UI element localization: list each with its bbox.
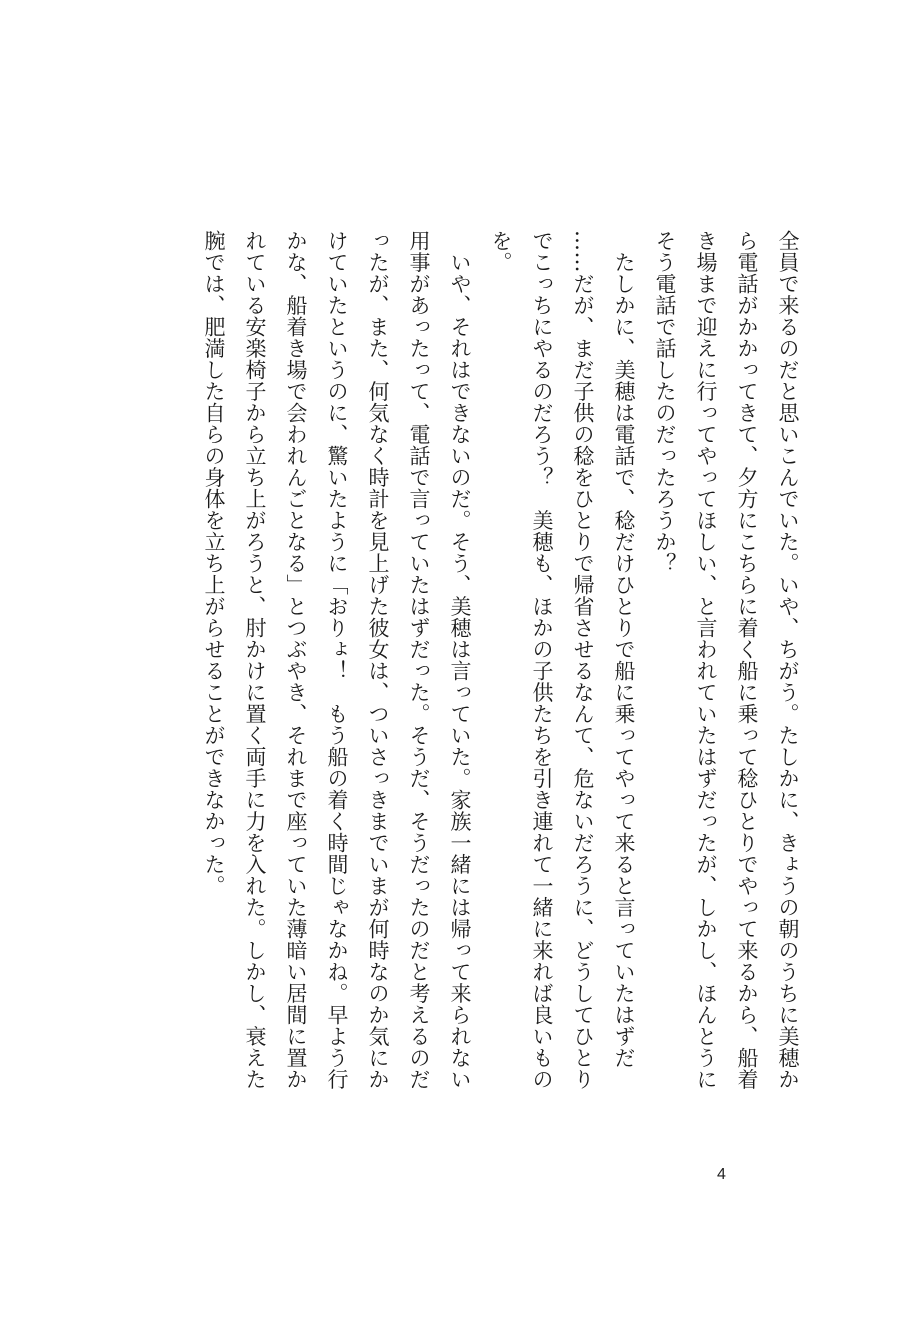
text-line-15: 腕では、肥満した自らの身体を立ち上がらせることができなかった。 (202, 230, 226, 897)
text-line-13: かな、船着き場で会われんごとなる」とつぶやき、それまで座っていた薄暗い居間に置か (284, 230, 308, 1090)
text-line-10: 用事があったって、電話で言っていたはずだった。そうだ、そうだったのだと考えるのだ (407, 230, 431, 1090)
text-line-11: ったが、また、何気なく時計を見上げた彼女は、ついさっきまでいまが何時なのか気にか (366, 230, 390, 1090)
text-line-12: けていたというのに、驚いたように「おりょ！ もう船の着く時間じゃなかね。早よう行 (325, 230, 349, 1090)
body-text (193, 230, 808, 1110)
text-line-5: たしかに、美穂は電話で、稔だけひとりで船に乗ってやって来ると言っていたはずだ (612, 230, 636, 1069)
text-line-9: いや、それはできないのだ。そう、美穂は言っていた。家族一緒には帰って来られない (448, 230, 472, 1090)
text-line-2: ら電話がかかってきて、夕方にこちらに着く船に乗って稔ひとりでやって来るから、船着 (735, 230, 759, 1090)
text-line-4: そう電話で話したのだったろうか？ (653, 230, 677, 574)
text-line-6: ……だが、まだ子供の稔をひとりで帰省させるなんて、危ないだろうに、どうしてひとり (571, 230, 595, 1090)
text-line-14: れている安楽椅子から立ち上がろうと、肘かけに置く両手に力を入れた。しかし、衰えた (243, 230, 267, 1090)
text-line-1: 全員で来るのだと思いこんでいた。いや、ちがう。たしかに、きょうの朝のうちに美穂か (776, 230, 800, 1090)
page-number: 4 (717, 1166, 726, 1183)
text-line-3: き場まで迎えに行ってやってほしい、と言われていたはずだったが、しかし、ほんとうに (694, 230, 718, 1090)
text-line-7: でこっちにやるのだろう？ 美穂も、ほかの子供たちを引き連れて一緒に来れば良いもの (530, 230, 554, 1090)
text-line-8: を。 (489, 230, 513, 273)
